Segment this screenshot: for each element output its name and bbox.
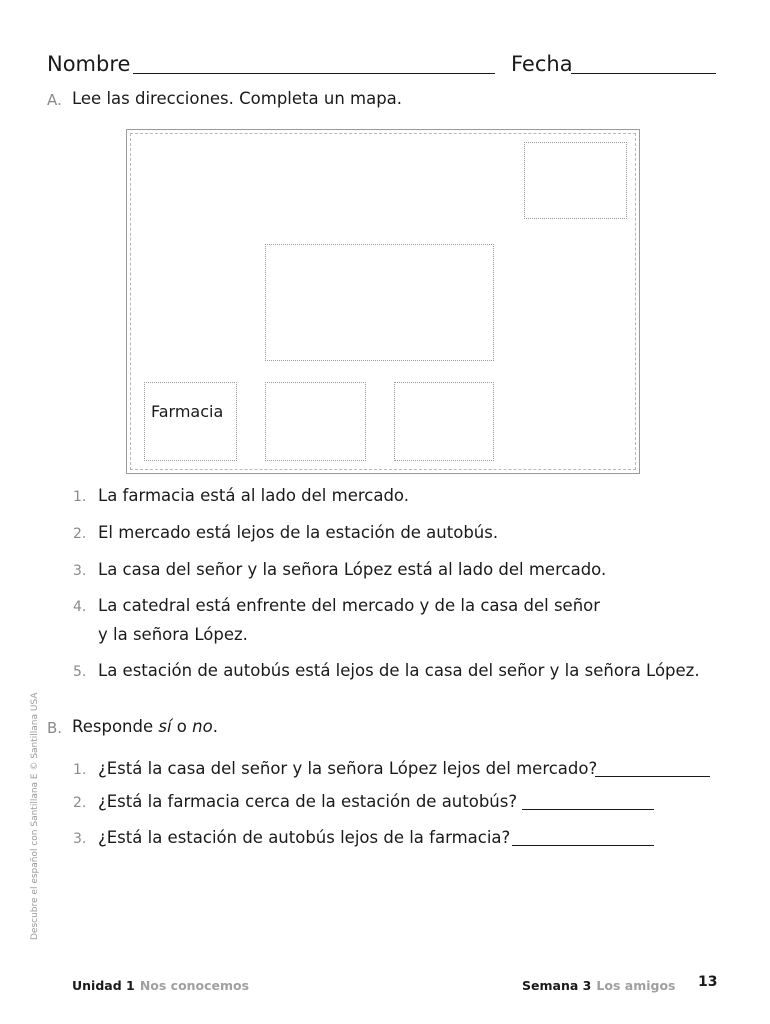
answer-line[interactable] [595, 776, 710, 777]
footer-unit [72, 975, 249, 994]
question-text: ¿Está la estación de autobús lejos de la farmacia? [98, 828, 511, 847]
page-number: 13 [698, 974, 718, 990]
instruction-text: Responde [72, 717, 159, 736]
answer-line[interactable] [522, 809, 654, 810]
item-number: 4. [73, 599, 87, 615]
instruction-text: o [171, 717, 193, 736]
item-number: 3. [73, 563, 87, 579]
map-box-pharmacy[interactable] [144, 382, 237, 461]
question-text: ¿Está la casa del señor y la señora López lejos del mercado? [98, 759, 598, 778]
answer-line[interactable] [512, 845, 654, 846]
map-box-bottom-middle[interactable] [265, 382, 366, 461]
date-label: Fecha [511, 52, 573, 76]
instruction-text: . [212, 717, 218, 736]
section-b-instruction [72, 717, 218, 736]
item-number: 3. [73, 831, 87, 847]
name-label: Nombre [47, 52, 131, 76]
direction-text-continued: y la señora López. [98, 625, 248, 644]
item-number: 2. [73, 795, 87, 811]
section-a-letter: A. [47, 91, 62, 109]
unit-title: Nos conocemos [139, 978, 250, 993]
name-field-line[interactable] [133, 73, 495, 74]
item-number: 2. [73, 526, 87, 542]
direction-text: La catedral está enfrente del mercado y de la casa del señor [98, 596, 601, 615]
direction-text: La estación de autobús está lejos de la casa del señor y la señora López. [98, 661, 700, 680]
item-number: 5. [73, 664, 87, 680]
footer-week [522, 975, 676, 994]
week-label: Semana 3 [522, 978, 592, 993]
direction-text: La casa del señor y la señora López está al lado del mercado. [98, 560, 607, 579]
section-b-letter: B. [47, 719, 63, 737]
direction-text: La farmacia está al lado del mercado. [98, 486, 409, 505]
question-text: ¿Está la farmacia cerca de la estación de autobús? [98, 792, 518, 811]
item-number: 1. [73, 762, 87, 778]
map-box-label: Farmacia [151, 402, 224, 421]
copyright-credit: Descubre el español con Santillana E © Santillana USA [30, 692, 40, 940]
map-box-top-right[interactable] [524, 142, 627, 219]
instruction-no: no [192, 717, 213, 736]
direction-text: El mercado está lejos de la estación de autobús. [98, 523, 499, 542]
section-a-instruction: Lee las direcciones. Completa un mapa. [72, 89, 403, 108]
date-field-line[interactable] [571, 73, 716, 74]
unit-label: Unidad 1 [72, 978, 135, 993]
map-box-bottom-right[interactable] [394, 382, 494, 461]
instruction-yes: sí [158, 717, 172, 736]
week-title: Los amigos [596, 978, 676, 993]
item-number: 1. [73, 489, 87, 505]
map-box-center[interactable] [265, 244, 494, 361]
